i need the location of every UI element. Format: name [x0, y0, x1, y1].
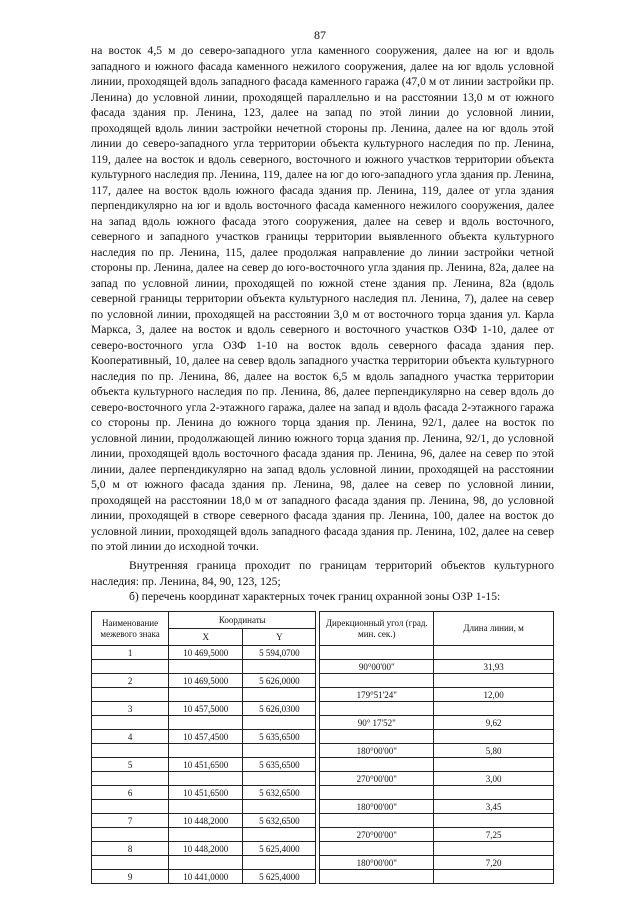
segment-length: 9,62	[434, 716, 554, 730]
segment-length: 7,20	[434, 856, 554, 870]
point-y: 5 626,0300	[243, 702, 316, 716]
table-row-segment	[92, 800, 554, 814]
coordinates-list-intro: б) перечень координат характерных точек границ охранной зоны ОЗР 1-15:	[129, 590, 501, 603]
point-number: 1	[92, 646, 169, 660]
name-empty	[92, 660, 169, 674]
point-number: 5	[92, 758, 169, 772]
x-empty	[169, 772, 243, 786]
length-empty	[434, 814, 554, 828]
y-empty	[243, 772, 316, 786]
y-empty	[243, 744, 316, 758]
point-y: 5 632,6500	[243, 814, 316, 828]
x-empty	[169, 800, 243, 814]
point-y: 5 635,6500	[243, 730, 316, 744]
point-y: 5 625,4000	[243, 870, 316, 884]
segment-angle: 180°00'00"	[320, 744, 434, 758]
name-empty	[92, 856, 169, 870]
y-empty	[243, 716, 316, 730]
point-number: 9	[92, 870, 169, 884]
segment-length: 3,00	[434, 772, 554, 786]
y-empty	[243, 800, 316, 814]
angle-empty	[320, 758, 434, 772]
point-y: 5 632,6500	[243, 786, 316, 800]
table-row-point	[92, 814, 554, 828]
y-empty	[243, 856, 316, 870]
header-x: X	[169, 629, 243, 646]
segment-angle: 90° 17'52"	[320, 716, 434, 730]
point-number: 4	[92, 730, 169, 744]
table-row-segment	[92, 688, 554, 702]
length-empty	[434, 702, 554, 716]
segment-length: 7,25	[434, 828, 554, 842]
table-row-point	[92, 870, 554, 884]
page-number: 87	[314, 28, 326, 42]
point-number: 8	[92, 842, 169, 856]
point-number: 3	[92, 702, 169, 716]
header-y: Y	[243, 629, 316, 646]
segment-angle: 180°00'00"	[320, 856, 434, 870]
x-empty	[169, 660, 243, 674]
boundary-description: на восток 4,5 м до северо-западного угла каменного сооружения, далее на юг и вдоль западного и южного фасада каменного нежилого сооружения, далее на юг вдоль условной линии, проходящей вдоль западного фасада каменного гаража (47,0 м от линии застройки пр. Ленина) до условной линии, проходящей параллельно и на расстоянии 13,0 м от южного фасада здания пр. Ленина, 123, далее на запад по этой линии до условной линии, проходящей вдоль линии застройки нечетной стороны пр. Ленина, далее на юг вдоль этой линии до северо-западного угла территории объекта культурного наследия по пр. Ленина, 119, далее на восток и вдоль северного, восточного и южного участков территории объекта культурного наследия пр. Ленина, 119, далее на юг до юго-западного угла здания пр. Ленина, 117, далее на восток вдоль южного фасада здания пр. Ленина, 119, далее от угла здания перпендикулярно на юг и вдоль восточного фасада каменного нежилого сооружения, далее на запад вдоль южного фасада этого сооружения, далее на север и вдоль восточного, северного и западного участков границы территории выявленного объекта культурного наследия по пр. Ленина, 115, далее продолжая направление до линии застройки четной стороны пр. Ленина, далее на север до юго-восточного угла здания пр. Ленина, 82а, далее на запад по условной линии, проходящей по южной стене здания пр. Ленина, 82а (вдоль северной границы территории объекта культурного наследия пл. Ленина, 7), далее на север по условной линии, проходящей на расстоянии 3,0 м от восточного торца здания ул. Карла Маркса, 3, далее на восток и вдоль северного и восточного участков ОЗФ 1-10, далее от северо-восточного угла ОЗФ 1-10 на восток вдоль северного фасада здания пер. Кооперативный, 10, далее на север вдоль западного участка территории объекта культурного наследия по пр. Ленина, 86, далее на восток 6,5 м вдоль западного участка территории объекта культурного наследия по пр. Ленина, 86, далее перпендикулярно на север вдоль до северо-восточного угла 2-этажного гаража, далее на запад и вдоль фасада 2-этажного гаража со стороны пр. Ленина до южного торца здания пр. Ленина, 92/1, далее на восток по условной линии, продолжающей линию южного торца здания пр. Ленина, 92/1, до условной линии, проходящей вдоль восточного фасада здания пр. Ленина, 96, далее на север по этой линии, далее перпендикулярно на запад вдоль условной линии, проходящей на расстоянии 5,0 м от южного фасада здания пр. Ленина, 98, далее на север по условной линии, проходящей на расстоянии 18,0 м от западного фасада здания пр. Ленина, 98, до условной линии, проходящей в створе северного фасада здания пр. Ленина, 100, далее на восток до условной линии, проходящей вдоль западного фасада здания пр. Ленина, 102, далее на север по этой линии до исходной точки.	[91, 44, 554, 553]
point-x: 10 451,6500	[169, 758, 243, 772]
table-row-point	[92, 786, 554, 800]
angle-empty	[320, 702, 434, 716]
y-empty	[243, 688, 316, 702]
table-row-point	[92, 758, 554, 772]
table-row-point	[92, 646, 554, 660]
angle-empty	[320, 786, 434, 800]
table-row-segment	[92, 716, 554, 730]
name-empty	[92, 772, 169, 786]
table-row-point	[92, 842, 554, 856]
table-row-point	[92, 674, 554, 688]
table-row-segment	[92, 856, 554, 870]
segment-length: 3,45	[434, 800, 554, 814]
angle-empty	[320, 814, 434, 828]
point-y: 5 625,4000	[243, 842, 316, 856]
segment-length: 12,00	[434, 688, 554, 702]
header-direction: Дирекционный угол (град. мин. сек.)	[320, 612, 434, 646]
header-coords: Координаты	[169, 612, 316, 629]
y-empty	[243, 828, 316, 842]
angle-empty	[320, 646, 434, 660]
length-empty	[434, 646, 554, 660]
segment-angle: 270°00'00"	[320, 772, 434, 786]
name-empty	[92, 800, 169, 814]
point-x: 10 469,5000	[169, 646, 243, 660]
table-row-segment	[92, 772, 554, 786]
segment-length: 5,80	[434, 744, 554, 758]
name-empty	[92, 716, 169, 730]
x-empty	[169, 828, 243, 842]
segment-length: 31,93	[434, 660, 554, 674]
table-row-segment	[92, 744, 554, 758]
name-empty	[92, 688, 169, 702]
point-x: 10 448,2000	[169, 814, 243, 828]
length-empty	[434, 758, 554, 772]
segment-angle: 180°00'00"	[320, 800, 434, 814]
point-y: 5 626,0000	[243, 674, 316, 688]
segment-angle: 270°00'00"	[320, 828, 434, 842]
point-x: 10 469,5000	[169, 674, 243, 688]
header-name: Наименование межевого знака	[92, 612, 169, 646]
x-empty	[169, 744, 243, 758]
segment-angle: 90°00'00"	[320, 660, 434, 674]
table-row-point	[92, 730, 554, 744]
name-empty	[92, 828, 169, 842]
point-x: 10 457,4500	[169, 730, 243, 744]
point-y: 5 594,0700	[243, 646, 316, 660]
angle-empty	[320, 730, 434, 744]
x-empty	[169, 856, 243, 870]
point-number: 2	[92, 674, 169, 688]
point-y: 5 635,6500	[243, 758, 316, 772]
inner-boundary-paragraph: Внутренняя граница проходит по границам территорий объектов культурного наследия: пр. Ленина, 84, 90, 123, 125;	[91, 559, 554, 588]
point-x: 10 457,5000	[169, 702, 243, 716]
y-empty	[243, 660, 316, 674]
angle-empty	[320, 870, 434, 884]
length-empty	[434, 786, 554, 800]
table-row-segment	[92, 660, 554, 674]
angle-empty	[320, 842, 434, 856]
x-empty	[169, 716, 243, 730]
angle-empty	[320, 674, 434, 688]
table-row-segment	[92, 828, 554, 842]
length-empty	[434, 870, 554, 884]
length-empty	[434, 674, 554, 688]
length-empty	[434, 842, 554, 856]
name-empty	[92, 744, 169, 758]
segment-angle: 179°51'24"	[320, 688, 434, 702]
point-x: 10 451,6500	[169, 786, 243, 800]
length-empty	[434, 730, 554, 744]
table-row-point	[92, 702, 554, 716]
header-length: Длина линии, м	[434, 612, 554, 646]
point-x: 10 441,0000	[169, 870, 243, 884]
point-number: 7	[92, 814, 169, 828]
coordinates-table	[91, 611, 554, 884]
point-x: 10 448,2000	[169, 842, 243, 856]
x-empty	[169, 688, 243, 702]
point-number: 6	[92, 786, 169, 800]
